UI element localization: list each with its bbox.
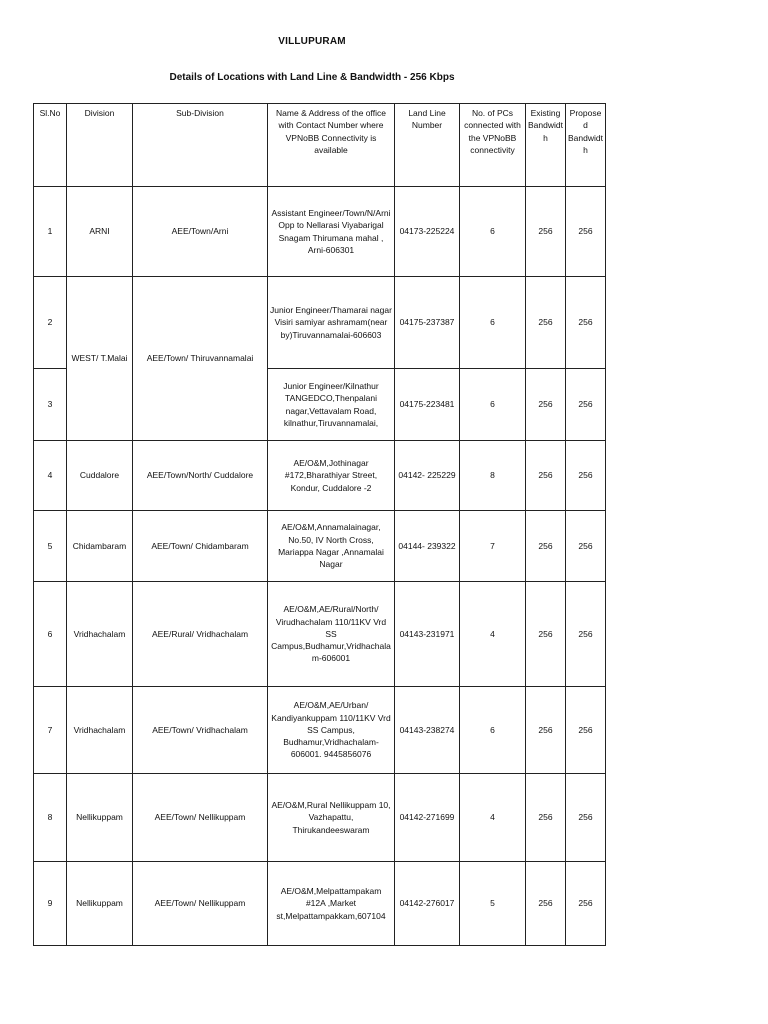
cell-landline: 04142-271699 [395,774,460,862]
cell-landline: 04142-276017 [395,862,460,946]
cell-subdivision: AEE/Town/ Vridhachalam [133,687,268,774]
cell-existing-bandwidth: 256 [526,862,566,946]
table-row [34,511,606,582]
cell-slno: 3 [34,369,67,441]
cell-existing-bandwidth: 256 [526,511,566,582]
cell-subdivision: AEE/Town/ Nellikuppam [133,862,268,946]
cell-landline: 04175-223481 [395,369,460,441]
cell-address: Junior Engineer/Thamarai nagar Visiri samiyar ashramam(near by)Tiruvannamalai-606603 [268,277,395,369]
document-title: VILLUPURAM [278,36,346,47]
header-existing-bandwidth: Existing Bandwidth [526,104,566,187]
cell-landline: 04173-225224 [395,187,460,277]
cell-pcs: 7 [460,511,526,582]
cell-proposed-bandwidth: 256 [566,862,606,946]
cell-proposed-bandwidth: 256 [566,369,606,441]
table-row [34,277,606,369]
cell-slno: 1 [34,187,67,277]
cell-existing-bandwidth: 256 [526,277,566,369]
header-pcs: No. of PCs connected with the VPNoBB connectivity [460,104,526,187]
cell-pcs: 6 [460,369,526,441]
cell-division: WEST/ T.Malai [67,277,133,441]
cell-division: ARNI [67,187,133,277]
cell-division: Nellikuppam [67,774,133,862]
cell-subdivision: AEE/Town/North/ Cuddalore [133,441,268,511]
cell-landline: 04142- 225229 [395,441,460,511]
cell-pcs: 8 [460,441,526,511]
table-row [34,687,606,774]
cell-slno: 9 [34,862,67,946]
cell-proposed-bandwidth: 256 [566,277,606,369]
cell-landline: 04175-237387 [395,277,460,369]
header-landline: Land Line Number [395,104,460,187]
cell-address: AE/O&M,AE/Rural/North/ Virudhachalam 110/11KV Vrd SS Campus,Budhamur,Vridhachalam-606001 [268,582,395,687]
cell-existing-bandwidth: 256 [526,774,566,862]
cell-slno: 4 [34,441,67,511]
cell-proposed-bandwidth: 256 [566,441,606,511]
cell-slno: 6 [34,582,67,687]
header-address: Name & Address of the office with Contact Number where VPNoBB Connectivity is available [268,104,395,187]
header-subdivision: Sub-Division [133,104,268,187]
cell-slno: 2 [34,277,67,369]
cell-existing-bandwidth: 256 [526,187,566,277]
cell-subdivision: AEE/Town/ Nellikuppam [133,774,268,862]
cell-landline: 04143-238274 [395,687,460,774]
cell-slno: 7 [34,687,67,774]
cell-division: Nellikuppam [67,862,133,946]
cell-existing-bandwidth: 256 [526,441,566,511]
cell-pcs: 6 [460,277,526,369]
cell-slno: 8 [34,774,67,862]
cell-pcs: 4 [460,582,526,687]
cell-address: AE/O&M,Jothinagar #172,Bharathiyar Street, Kondur, Cuddalore -2 [268,441,395,511]
cell-proposed-bandwidth: 256 [566,582,606,687]
cell-subdivision: AEE/Town/ Thiruvannamalai [133,277,268,441]
cell-proposed-bandwidth: 256 [566,187,606,277]
cell-division: Vridhachalam [67,687,133,774]
cell-slno: 5 [34,511,67,582]
cell-subdivision: AEE/Rural/ Vridhachalam [133,582,268,687]
cell-existing-bandwidth: 256 [526,369,566,441]
cell-pcs: 4 [460,774,526,862]
header-slno: Sl.No [34,104,67,187]
table-header-row [34,104,606,187]
cell-address: Junior Engineer/Kilnathur TANGEDCO,Thenpalani nagar,Vettavalam Road, kilnathur,Tiruvannamalai, [268,369,395,441]
cell-existing-bandwidth: 256 [526,687,566,774]
cell-address: AE/O&M,Melpattampakam #12A ,Market st,Melpattampakkam,607104 [268,862,395,946]
cell-pcs: 6 [460,187,526,277]
header-division: Division [67,104,133,187]
cell-address: AE/O&M,AE/Urban/ Kandiyankuppam 110/11KV Vrd SS Campus, Budhamur,Vridhachalam-606001. 9445856076 [268,687,395,774]
cell-landline: 04143-231971 [395,582,460,687]
cell-division: Cuddalore [67,441,133,511]
cell-address: Assistant Engineer/Town/N/Arni Opp to Nellarasi Viyabarigal Snagam Thirumana mahal , Arni-606301 [268,187,395,277]
cell-proposed-bandwidth: 256 [566,774,606,862]
cell-address: AE/O&M,Annamalainagar, No.50, IV North Cross, Mariappa Nagar ,Annamalai Nagar [268,511,395,582]
locations-table [33,103,606,946]
cell-division: Vridhachalam [67,582,133,687]
cell-subdivision: AEE/Town/ Chidambaram [133,511,268,582]
table-row [34,441,606,511]
cell-proposed-bandwidth: 256 [566,687,606,774]
cell-division: Chidambaram [67,511,133,582]
table-row [34,582,606,687]
cell-pcs: 5 [460,862,526,946]
cell-address: AE/O&M,Rural Nellikuppam 10, Vazhapattu, Thirukandeeswaram [268,774,395,862]
cell-landline: 04144- 239322 [395,511,460,582]
table-row [34,862,606,946]
document-subtitle: Details of Locations with Land Line & Bandwidth - 256 Kbps [169,72,455,83]
cell-pcs: 6 [460,687,526,774]
cell-proposed-bandwidth: 256 [566,511,606,582]
table-row [34,187,606,277]
header-proposed-bandwidth: Proposed Bandwidth [566,104,606,187]
cell-subdivision: AEE/Town/Arni [133,187,268,277]
table-row [34,774,606,862]
cell-existing-bandwidth: 256 [526,582,566,687]
